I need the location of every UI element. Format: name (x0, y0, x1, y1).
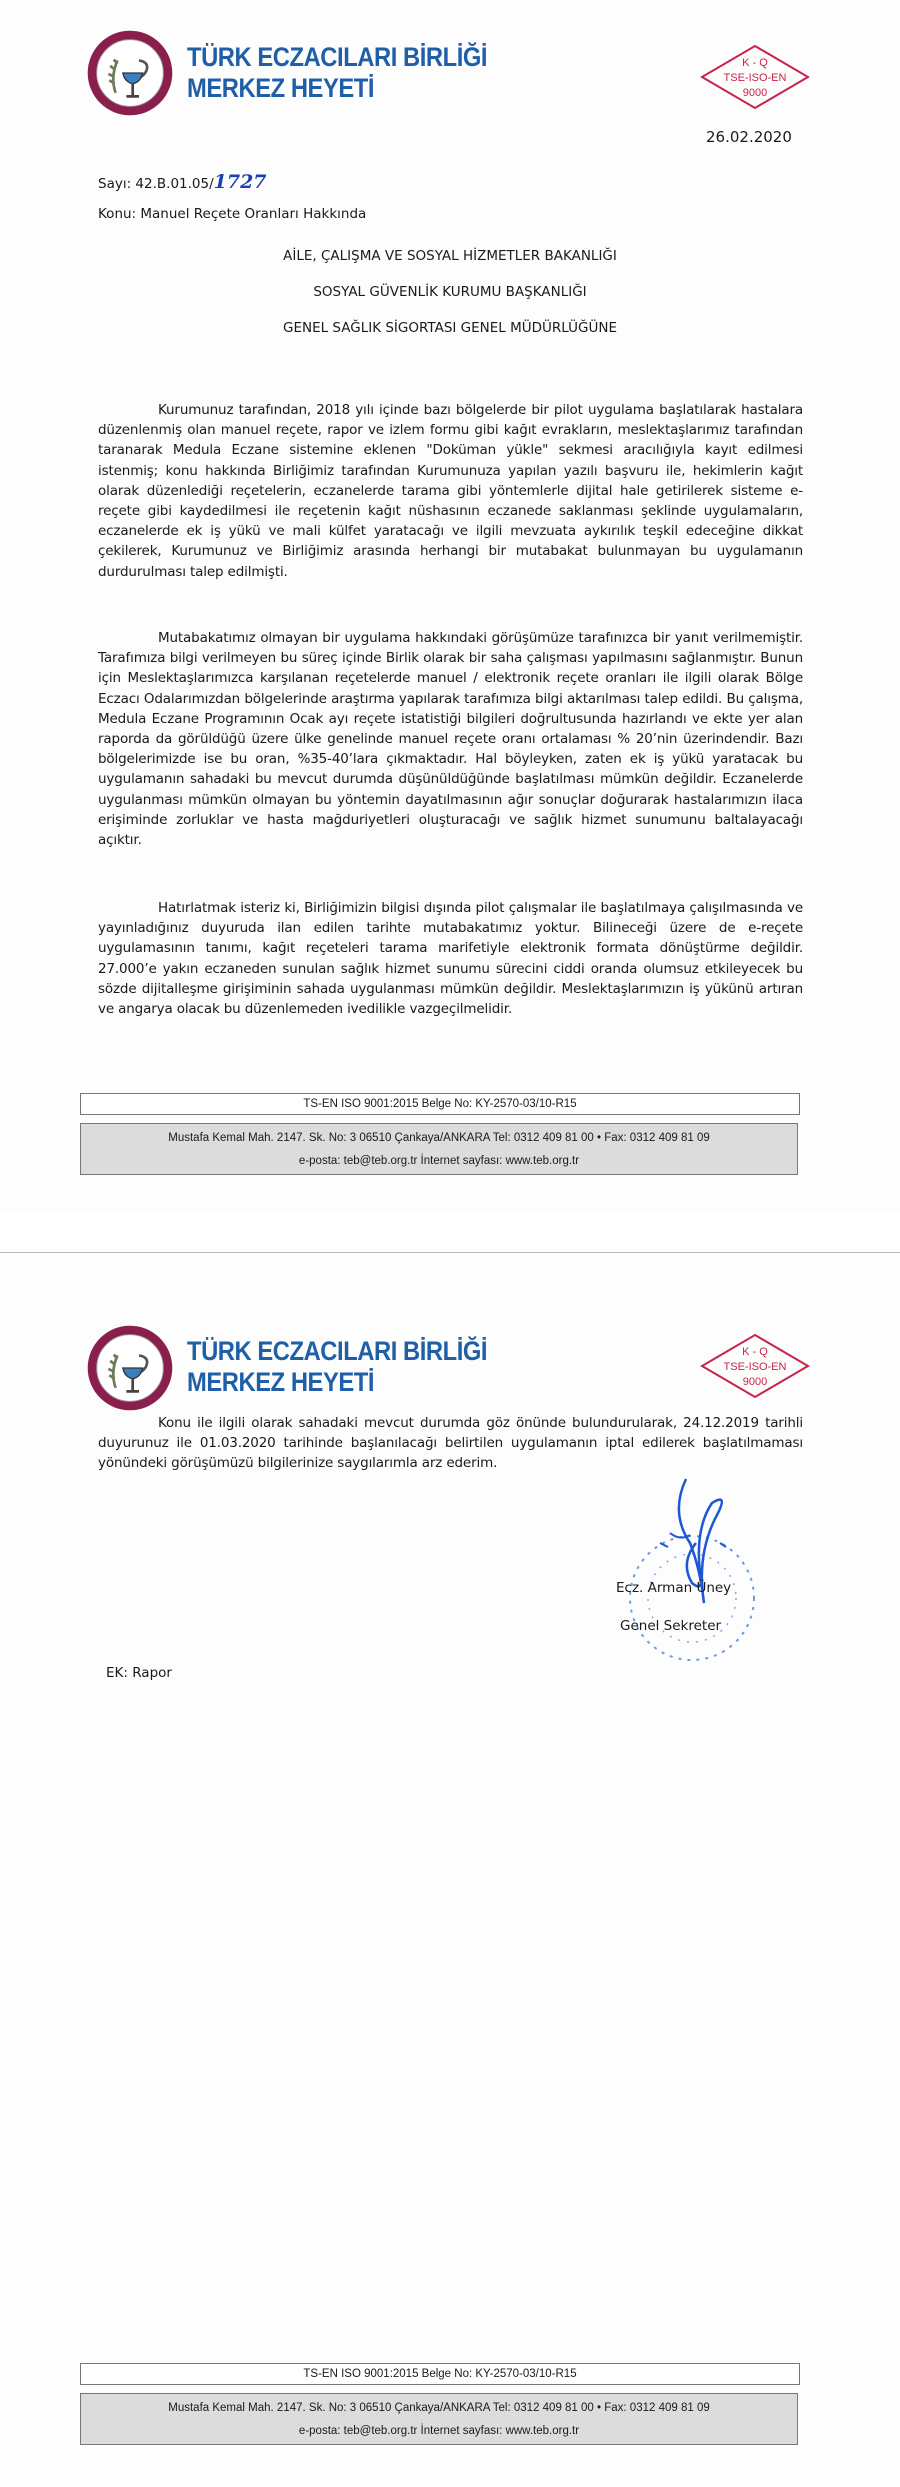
teb-logo-icon (85, 28, 175, 118)
letter-page-2 (0, 1252, 900, 2487)
tse-iso-cert-mark-icon (700, 1333, 810, 1399)
reference-label: Sayı: 42.B.01.05/ (98, 176, 214, 192)
subject-line: Konu: Manuel Reçete Oranları Hakkında (98, 206, 367, 222)
footer-address: Mustafa Kemal Mah. 2147. Sk. No: 3 06510 Çankaya/ANKARA Tel: 0312 409 81 00 • Fax: 0312 409 81 09 (168, 2402, 710, 2414)
signatory-title: Genel Sekreter (620, 1618, 722, 1634)
signature-stamp-icon (600, 1473, 780, 1673)
letter-body (98, 400, 803, 582)
attachment-label: EK: Rapor (106, 1665, 172, 1681)
footer-contact (80, 1123, 798, 1175)
letter-page-1 (0, 0, 900, 1212)
body-paragraph-3: Hatırlatmak isteriz ki, Birliğimizin bilgisi dışında pilot çalışmalar ile başlatılmaya çalışılmasında ve yayınladığınız duyuruda ilan edilen tarihte mutabakatımız yoktur. Bilineceği üzere de e-reçete uygulamasının tanımı, kağıt reçeteleri tarama marifetiyle elektronik formata dönüştürme değildir. 27.000’e yakın eczaneden sunulan sağlık hizmet sunumu sürecini ciddi oranda olumsuz etkileyecek bu sözde dijitalleşme girişiminin sahada uygulanması mümkün değildir. Meslektaşlarımızın iş yükünü artıran ve angarya olacak bu düzenlemeden ivedilikle vazgeçilmelidir. (98, 900, 803, 1018)
body-paragraph-2: Mutabakatımız olmayan bir uygulama hakkındaki görüşümüze tarafınızca bir yanıt verilmemiştir. Tarafımıza bilgi verilmeyen bu süreç içinde Birlik olarak bir saha çalışması yapılmasını sağlanmıştır. Bunun için Meslektaşlarımızca karşılanan reçetelerde manuel / elektronik reçete oranları ile ilgili olarak Bölge Eczacı Odalarımızdan bölgelerinde araştırma yapılarak tarafımıza bilgi aktarılması talep edildi. Bu çalışma, Medula Eczane Programının Ocak ayı reçete istatistiği bilgileri doğrultusunda hazırlandı ve ekte yer alan raporda da görüldüğü üzere ülke genelinde manuel reçete oranı ortalaması % 20’nin üzerindendir. Bazı bölgelerimizde ise bu oran, %35-40’lara çıkmaktadır. Hal böyleyken, zaten ek iş yükü yaratacak bu uygulamanın sahadaki bu mevcut durumda düşünüldüğünde başlatılması mümkün değildir. Eczanelerde uygulanması mümkün olmayan bu yöntemin dayatılmasının ağır sonuçlar doğurarak hastalarımızın ilaca erişiminde zorluklar ve hasta mağduriyetleri oluşturacağı ve sağlık hizmet sunumunu baltalayacağı açıktır. (98, 630, 803, 849)
footer-contact (80, 2393, 798, 2445)
cert-mark-line3: 9000 (742, 1376, 768, 1388)
reference-number (98, 171, 267, 193)
cert-mark-line2: TSE-ISO-EN (723, 1361, 787, 1373)
addressee-1: AİLE, ÇALIŞMA VE SOSYAL HİZMETLER BAKANLIĞI (283, 248, 617, 264)
letter-date: 26.02.2020 (706, 128, 792, 146)
footer-web: e-posta: teb@teb.org.tr İnternet sayfası: www.teb.org.tr (298, 2425, 580, 2437)
footer-address: Mustafa Kemal Mah. 2147. Sk. No: 3 06510 Çankaya/ANKARA Tel: 0312 409 81 00 • Fax: 0312 409 81 09 (168, 1132, 710, 1144)
closing-body (98, 1413, 803, 1474)
cert-mark-line1: K - Q (742, 57, 768, 69)
footer-certificate: TS-EN ISO 9001:2015 Belge No: KY-2570-03/10-R15 (80, 2363, 800, 2385)
addressee-2: SOSYAL GÜVENLİK KURUMU BAŞKANLIĞI (313, 284, 587, 300)
org-name-line2: MERKEZ HEYETİ (187, 1367, 375, 1397)
letter-body-2 (98, 628, 803, 850)
cert-mark-line2: TSE-ISO-EN (723, 72, 787, 84)
footer-certificate: TS-EN ISO 9001:2015 Belge No: KY-2570-03/10-R15 (80, 1093, 800, 1115)
teb-logo-icon (85, 1323, 175, 1413)
handwritten-number: 1727 (213, 171, 267, 193)
org-name-line1: TÜRK ECZACILARI BİRLİĞİ (187, 1336, 488, 1366)
body-paragraph-1: Kurumunuz tarafından, 2018 yılı içinde bazı bölgelerde bir pilot uygulama başlatılarak hastalara düzenlenmiş olan manuel reçete, rapor ve izlem formu gibi kağıt evrakların, meslektaşlarımız tarafından taranarak Medula Eczane sistemine eklenen "Doküman yükle" sekmesi aracılığıyla kayıt edilmesi istenmiş; konu hakkında Birliğimiz tarafından Kurumunuza yapılan yazılı başvuru ile, hekimlerin kağıt olarak düzenlediği reçetelerin, eczanelerde tarama gibi yöntemlerle dijital hale getirilerek sisteme e-reçete gibi kaydedilmesi ile reçetenin kağıt nüshasının eczanede saklanması şeklinde uygulamaların, eczanelerde ek iş yükü ve mali külfet yaratacağı ve ilgili mevzuata aykırılık teşkil edeceğine dikkat çekilerek, Kurumunuz ve Birliğimiz arasında herhangi bir mutabakat bulunmayan bu uygulamanın durdurulması talep edilmişti. (98, 402, 803, 580)
closing-paragraph: Konu ile ilgili olarak sahadaki mevcut durumda göz önünde bulundurularak, 24.12.2019 tarihli duyurunuz ile 01.03.2020 tarihinde başlanılacağı belirtilen uygulamanın iptal edilerek başlatılmaması yönündeki görüşümüzü bilgilerinize saygılarımla arz ederim. (98, 1415, 803, 1472)
footer-web: e-posta: teb@teb.org.tr İnternet sayfası: www.teb.org.tr (298, 1155, 580, 1167)
tse-iso-cert-mark-icon (700, 44, 810, 110)
cert-mark-line3: 9000 (742, 87, 768, 99)
org-name-line2: MERKEZ HEYETİ (187, 73, 375, 103)
org-name (187, 42, 487, 104)
addressee-3: GENEL SAĞLIK SİGORTASI GENEL MÜDÜRLÜĞÜNE (283, 320, 617, 336)
org-name (187, 1336, 487, 1398)
letter-body-3 (98, 898, 803, 1019)
org-name-line1: TÜRK ECZACILARI BİRLİĞİ (187, 42, 488, 72)
signatory-name: Ecz. Arman Üney (616, 1580, 732, 1596)
cert-mark-line1: K - Q (742, 1346, 768, 1358)
